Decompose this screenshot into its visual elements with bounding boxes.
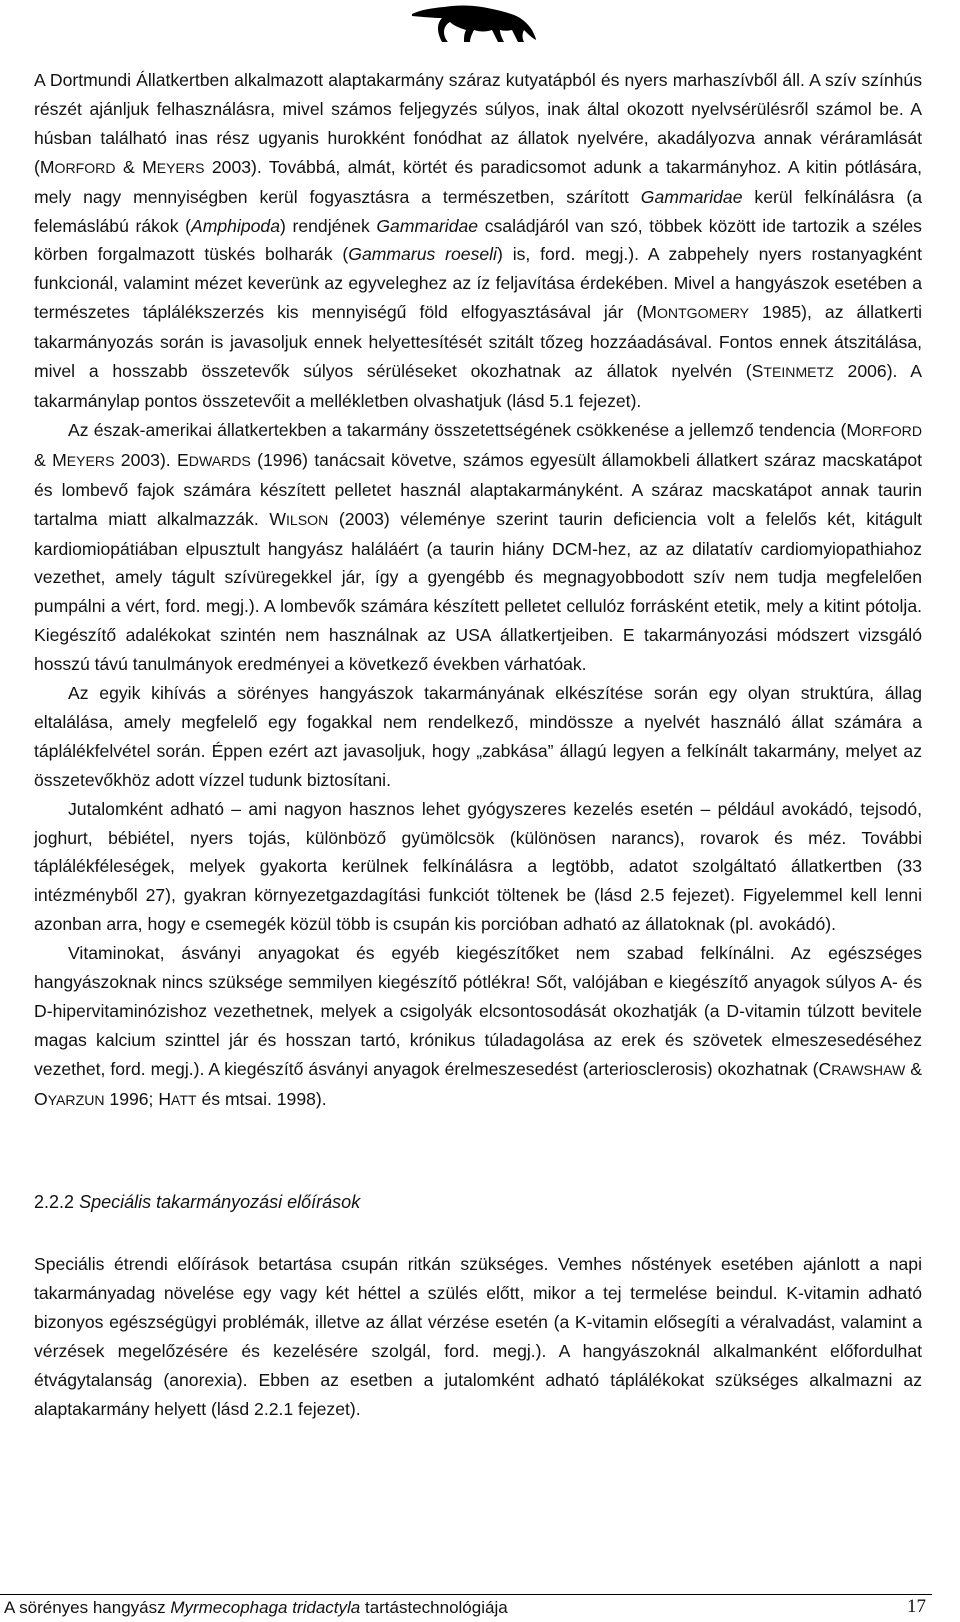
text-run: ) is, ford. megj.). A zabpehely nyers rostanyagként funkcionál, valamint mézet keverünk az egyveleghez az íz feljavítása érdekében. Mivel a hangyászok esetében a természetes táplálékszerzés kis mennyiségű föld elfogyasztásával jár (M xyxy=(34,244,922,323)
italic-term: Gammaridae xyxy=(376,215,479,236)
author-smallcaps: ORFORD xyxy=(54,159,116,176)
text-run: 2006). A takarmánylap pontos összetevőit a mellékletben olvashatjuk (lásd 5.1 fejezet). xyxy=(34,361,922,411)
text-run: ) rendjének xyxy=(280,215,377,236)
page-number: 17 xyxy=(907,1596,926,1617)
paragraph: Speciális étrendi előírások betartása csupán ritkán szükséges. Vemhes nőstények esetében ajánlott a napi takarmányadag növelése egy vagy két héttel a szülés előtt, mikor a tej termelése beindul. K-vitamin adható bizonyos egészségügyi problémák, illetve az állat vérzése esetén (a K-vitamin elősegíti a véralvadást, valamint a vérzések megelőzésére és kezelésére szolgál, ford. megj.). A hangyászoknál alkalmanként előfordulhat étvágytalanság (anorexia). Ebben az esetben a jutalomként adható táplálékokat szükséges alkalmazni az alaptakarmány helyett (lásd 2.2.1 fejezet). xyxy=(34,1254,922,1419)
text-run: & O xyxy=(34,1058,923,1109)
section-body xyxy=(34,1250,922,1423)
author-smallcaps: YARZUN xyxy=(47,1091,105,1108)
section-title: Speciális takarmányozási előírások xyxy=(79,1192,361,1212)
text-run: és mtsai. 1998). xyxy=(196,1088,327,1109)
text-run: Az észak-amerikai állatkertekben a takarmány összetettségének csökkenése a jellemző tendencia (M xyxy=(68,419,861,440)
footer-divider xyxy=(0,1594,932,1595)
author-smallcaps: ONTGOMERY xyxy=(656,305,750,322)
text-run: 1985), az állatkerti takarmányozás során is javasoljuk ennek helyettesítését szitált tőzeg hozzáadásával. Fontos ennek átszitálása, mivel a hosszabb összetevők súlyos sérüléseket okozhatnak az állatok nyelvén (S xyxy=(34,302,922,382)
footer-suffix: tartástechnológiája xyxy=(360,1598,508,1617)
text-run: 1996; H xyxy=(104,1088,172,1109)
author-smallcaps: EYERS xyxy=(66,452,115,469)
footer-species: Myrmecophaga tridactyla xyxy=(170,1598,361,1617)
text-run: Vitaminokat, ásványi anyagokat és egyéb kiegészítőket nem szabad felkínálni. Az egészséges hangyászoknak nincs szükségе semmilyen kiegészítő pótlékra! Sőt, valójában e kiegészítő anyagok súlyos A- és D-hipervitaminózishoz vezethetnek, melyek a csigolyák elcsontosodását okozhatják (a D-vitamin túlzott bevitele magas kalcium szinttel jár és hosszan tartó, krónikus túladagolása az erek és szövetek elmeszesedéséhez vezethet, ford. megj.). A kiegészítő ásványi anyagok érelmeszesedést (arteriosclerosis) okozhatnak (C xyxy=(34,943,922,1079)
paragraph xyxy=(34,795,922,940)
section-number: 2.2.2 xyxy=(34,1192,75,1212)
text-run: M xyxy=(39,156,55,177)
text-run: kerül felkínálásra (a felemáslábú rákok ( xyxy=(34,186,922,236)
paragraph xyxy=(34,66,922,416)
text-run: (2003) véleménye szerint taurin deficiencia volt a felelős két, kitágult kardiomiopátiában elpusztult hangyász haláláért (a taurin hiány DCM-hez, az az dilatatív cardiomyiopathiahoz vezethet, amely tágult szívüregekkel jár, így a gyengébb és megnagyobbodott szív nem tudja megfelelően pumpálni a vért, ford. megj.). A lombevők számára készített pelletet cellulóz forrásként etetik, mely a kitint pótolja. Kiegészítő adalékokat szintén nem használnak az USA állatkertjeiben. E takarmányozási módszert vizsgáló hosszú távú tanulmányok eredményei a következő években várhatóak. xyxy=(34,508,923,675)
author-smallcaps: TEINMETZ xyxy=(763,364,834,381)
author-smallcaps: ORFORD xyxy=(860,422,922,439)
footer-prefix: A sörényes hangyász xyxy=(4,1598,171,1617)
text-run: & M xyxy=(115,156,157,177)
italic-term: Gammaridae xyxy=(640,186,743,207)
text-run: (1996) tanácsait követve, számos egyesült államokbeli állatkert száraz macskatápot és lombevő fajok számára készített pelletet használ alaptakarmányként. A száraz macskatápot annak taurin tartalma miatt alkalmazzák. W xyxy=(34,449,922,529)
italic-term: Amphipoda xyxy=(190,215,280,236)
paragraph xyxy=(34,939,922,1114)
text-run: A Dortmundi Állatkertben alkalmazott alaptakarmány száraz kutyatápból és nyers marhaszívből áll. A szív színhús részét ajánljuk felhasználásra, mivel számos feljegyzés súlyos, inak által okozott nyelvsérülésről számol be. A húsban található inas rész ugyanis hurokként fonódhat az állatok nyelvére, akadályozva annak véráramlását ( xyxy=(34,70,922,177)
text-run: családjáról van szó, többek között ide tartozik a széles körben forgalmazott tüskés bolharák ( xyxy=(34,215,922,265)
text-run: Az egyik kihívás a sörényes hangyászok takarmányának elkészítése során egy olyan struktúra, állag eltalálása, amely megfelelő egy fogakkal nem rendelkező, mindössze a nyelvét használó állat számára a táplálékfelvétel során. Éppen ezért azt javasoljuk, hogy „zabkása” állagú legyen a felkínált takarmány, melyet az összetevőkhöz adott vízzel tudunk biztosítani. xyxy=(34,683,922,790)
anteater-silhouette-icon xyxy=(410,0,538,44)
italic-term: Gammarus roeseli xyxy=(348,244,497,265)
footer-title xyxy=(4,1598,508,1618)
body-text xyxy=(34,66,922,1115)
author-smallcaps: EYERS xyxy=(156,159,205,176)
author-smallcaps: ILSON xyxy=(286,511,329,528)
text-run: Jutalomként adható – ami nagyon hasznos lehet gyógyszeres kezelés esetén – például avokádó, tejsodó, joghurt, bébiétel, nyers tojás, különböző gyümölcsök (különösen narancs), rovarok és méz. További táplálékféleségek, melyek gyakorta kerülnek felkínálásra a legtöbb, adatot szolgáltató állatkertben (33 intézményből 27), gyakran környezetgazdagítási funkciót töltenek be (lásd 2.5 fejezet). Figyelemmel kell lenni azonban arra, hogy e csemegék közül több is csupán kis porcióban adható az állatoknak (pl. avokádó). xyxy=(34,798,922,935)
author-smallcaps: DWARDS xyxy=(188,452,251,469)
paragraph xyxy=(34,416,922,679)
paragraph xyxy=(34,679,922,795)
author-smallcaps: RAWSHAW xyxy=(831,1061,906,1078)
text-run: & M xyxy=(34,449,67,470)
text-run: 2003). E xyxy=(114,449,189,470)
section-heading xyxy=(34,1192,360,1213)
text-run: 2003). Továbbá, almát, körtét és paradicsomot adunk a takarmányhoz. A kitin pótlására, mely nagy mennyiségben kerül fogyasztásra a természetben, szárított xyxy=(34,156,922,207)
author-smallcaps: ATT xyxy=(171,1091,197,1108)
